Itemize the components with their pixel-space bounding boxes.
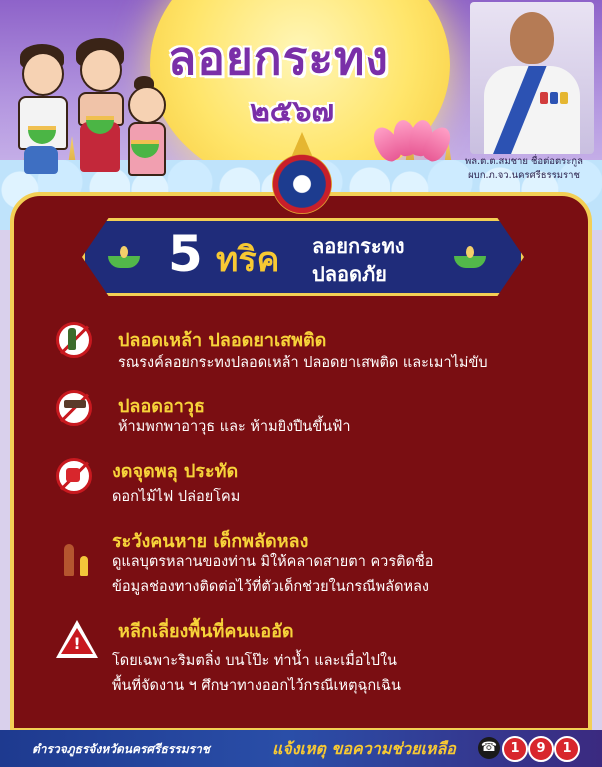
event-year: ๒๕๖๗ bbox=[250, 94, 335, 129]
child-illustration bbox=[122, 82, 168, 182]
tip-4-desc-line1: ดูแลบุตรหลานของท่าน มิให้คลาดสายตา ควรติดชื่อ bbox=[112, 554, 434, 570]
event-title: ลอยกระทง bbox=[168, 31, 389, 85]
tip-2-heading: ปลอดอาวุธ bbox=[118, 396, 205, 417]
tip-3-heading: งดจุดพลุ ประทัด bbox=[112, 461, 239, 482]
footer-org-name: ตำรวจภูธรจังหวัดนครศรีธรรมราช bbox=[32, 742, 210, 756]
hotline-digit: 1 bbox=[554, 736, 580, 762]
banner-subtitle-line1: ลอยกระทง bbox=[312, 234, 405, 258]
firecracker-icon bbox=[66, 468, 80, 482]
officer-caption bbox=[446, 155, 602, 183]
banner-number: 5 bbox=[168, 225, 203, 283]
tip-3-desc: ดอกไม้ไฟ ปล่อยโคม bbox=[112, 489, 241, 505]
tip-4-heading: ระวังคนหาย เด็กพลัดหลง bbox=[112, 531, 309, 552]
officer-name: พล.ต.ต.สมชาย ชื่อต่อตระกูล bbox=[465, 156, 583, 167]
tip-1-heading: ปลอดเหล้า ปลอดยาเสพติด bbox=[118, 330, 327, 351]
hotline-digit: 1 bbox=[502, 736, 528, 762]
tip-4-desc-line2: ข้อมูลช่องทางติดต่อไว้ที่ตัวเด็กช่วยในกรณีพลัดหลง bbox=[112, 579, 430, 595]
phone-icon: ☎ bbox=[478, 737, 500, 759]
tip-1-desc: รณรงค์ลอยกระทงปลอดเหล้า ปลอดยาเสพติด และเมาไม่ขับ bbox=[118, 355, 488, 371]
banner-tricks-label: ทริค bbox=[216, 240, 280, 280]
girl-illustration bbox=[72, 40, 128, 174]
hotline-digit: 9 bbox=[528, 736, 554, 762]
exclamation-icon: ! bbox=[73, 634, 81, 653]
gun-icon bbox=[64, 400, 86, 408]
police-emblem-icon bbox=[266, 132, 338, 218]
lotus-krathong-icon bbox=[372, 118, 452, 162]
officer-position: ผบก.ภ.จว.นครศรีธรรมราช bbox=[468, 170, 580, 181]
bottle-icon bbox=[68, 328, 76, 350]
tip-5-desc-line2: พื้นที่จัดงาน ฯ ศึกษาทางออกไว้กรณีเหตุฉุกเฉิน bbox=[112, 678, 401, 694]
boy-illustration bbox=[14, 44, 70, 174]
tip-5-heading: หลีกเลี่ยงพื้นที่คนแออัด bbox=[118, 621, 294, 642]
tip-5-desc-line1: โดยเฉพาะริมตลิ่ง บนโป๊ะ ท่าน้ำ และเมื่อไปใน bbox=[112, 653, 397, 669]
footer-hotline-label: แจ้งเหตุ ขอความช่วยเหลือ bbox=[272, 739, 456, 758]
krathong-right-icon bbox=[452, 246, 488, 268]
officer-portrait bbox=[470, 2, 594, 154]
no-weapon-icon bbox=[56, 390, 92, 426]
tip-2-desc: ห้ามพกพาอาวุธ และ ห้ามยิงปืนขึ้นฟ้า bbox=[118, 419, 351, 435]
family-icon bbox=[58, 536, 98, 576]
banner-subtitle-line2: ปลอดภัย bbox=[312, 262, 387, 286]
krathong-left-icon bbox=[106, 246, 142, 268]
